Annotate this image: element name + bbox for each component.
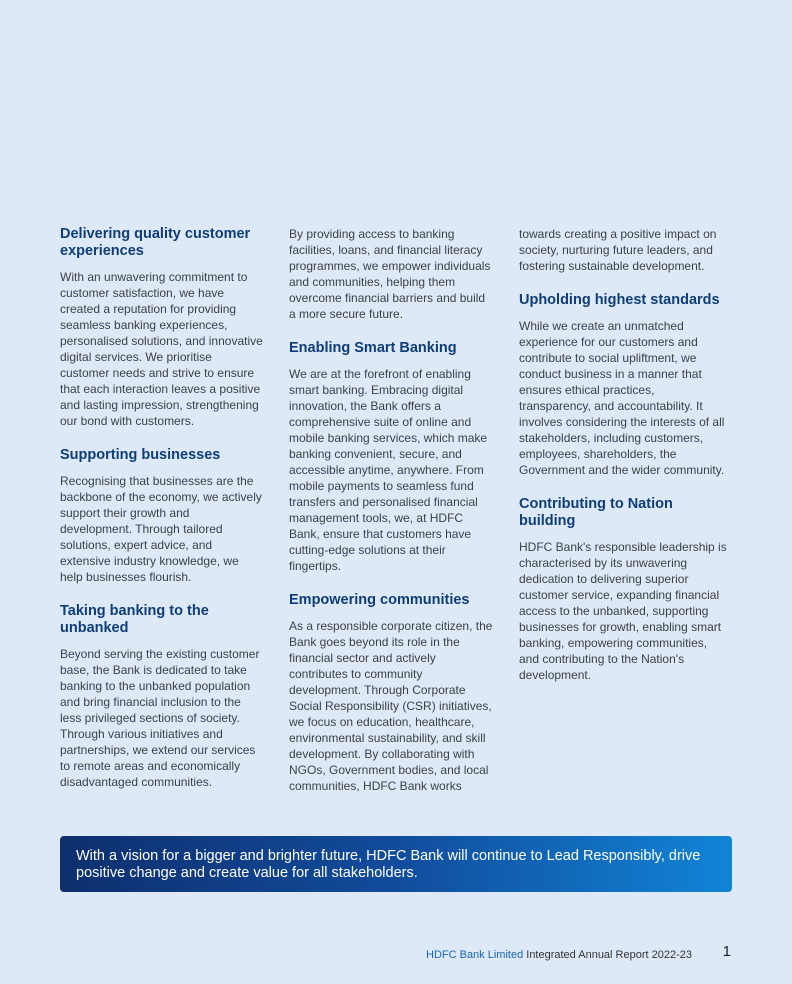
- paragraph-quality-customer-experiences: With an unwavering commitment to customer satisfaction, we have created a reputation for providing seamless banking experiences, personalised solutions, and innovative digital services. We prioritise customer needs and strive to ensure that each interaction leaves a positive and lasting impression, strengthening our bond with customers.: [60, 270, 263, 428]
- heading-enabling-smart-banking: Enabling Smart Banking: [289, 340, 457, 356]
- heading-quality-customer-experiences: Delivering quality customer experiences: [60, 226, 251, 259]
- vision-banner-text: With a vision for a bigger and brighter future, HDFC Bank will continue to Lead Responsibly, drive positive change and create value for all stakeholders.: [76, 848, 701, 881]
- column-left: [60, 226, 264, 808]
- paragraph-communities-continued: towards creating a positive impact on society, nurturing future leaders, and fostering sustainable development.: [519, 227, 717, 273]
- heading-empowering-communities: Empowering communities: [289, 592, 470, 608]
- paragraph-empowering-communities: As a responsible corporate citizen, the Bank goes beyond its role in the financial sector and actively contributes to community development. Through Corporate Social Responsibility (CSR) initiatives, we focus on education, healthcare, environmental sustainability, and skill development. By collaborating with NGOs, Government bodies, and local communities, HDFC Bank works: [289, 619, 493, 793]
- paragraph-enabling-smart-banking: We are at the forefront of enabling smart banking. Embracing digital innovation, the Bank offers a comprehensive suite of online and mobile banking services, which make banking convenient, secure, and accessible anytime, anywhere. From mobile payments to seamless fund transfers and personalised financial management tools, we, at HDFC Bank, ensure that customers have cutting-edge solutions at their fingertips.: [289, 367, 488, 573]
- page-footer: [426, 948, 692, 962]
- paragraph-supporting-businesses: Recognising that businesses are the backbone of the economy, we actively support their growth and development. Through tailored solutions, expert advice, and extensive industry knowledge, we help businesses flourish.: [60, 474, 262, 584]
- heading-supporting-businesses: Supporting businesses: [60, 447, 221, 463]
- page-number: 1: [722, 943, 731, 960]
- paragraph-nation-building: HDFC Bank's responsible leadership is characterised by its unwavering dedication to delivering superior customer service, expanding financial access to the unbanked, supporting businesses for growth, enabling smart banking, empowering communities, and contributing to the Nation's development.: [519, 540, 727, 682]
- paragraph-upholding-standards: While we create an unmatched experience for our customers and contribute to social upliftment, we conduct business in a manner that ensures ethical practices, transparency, and accountability. It involves considering the interests of all stakeholders, including customers, employees, shareholders, the Government and the wider community.: [519, 319, 725, 477]
- heading-nation-building: Contributing to Nation building: [519, 496, 673, 529]
- footer-brand: HDFC Bank Limited: [426, 949, 524, 961]
- paragraph-banking-unbanked: Beyond serving the existing customer base, the Bank is dedicated to take banking to the unbanked population and bring financial inclusion to the less privileged sections of society. Through various initiatives and partnerships, we extend our services to remote areas and economically disadvantaged communities.: [60, 647, 260, 789]
- footer-report-title: Integrated Annual Report 2022-23: [523, 949, 692, 961]
- column-right: [519, 226, 729, 701]
- column-middle: [289, 226, 494, 812]
- heading-upholding-standards: Upholding highest standards: [519, 292, 720, 308]
- paragraph-financial-access-continued: By providing access to banking facilities, loans, and financial literacy programmes, we empower individuals and communities, helping them overcome financial barriers and build a more secure future.: [289, 227, 491, 321]
- vision-banner: [60, 836, 732, 892]
- heading-banking-unbanked: Taking banking to the unbanked: [60, 603, 209, 636]
